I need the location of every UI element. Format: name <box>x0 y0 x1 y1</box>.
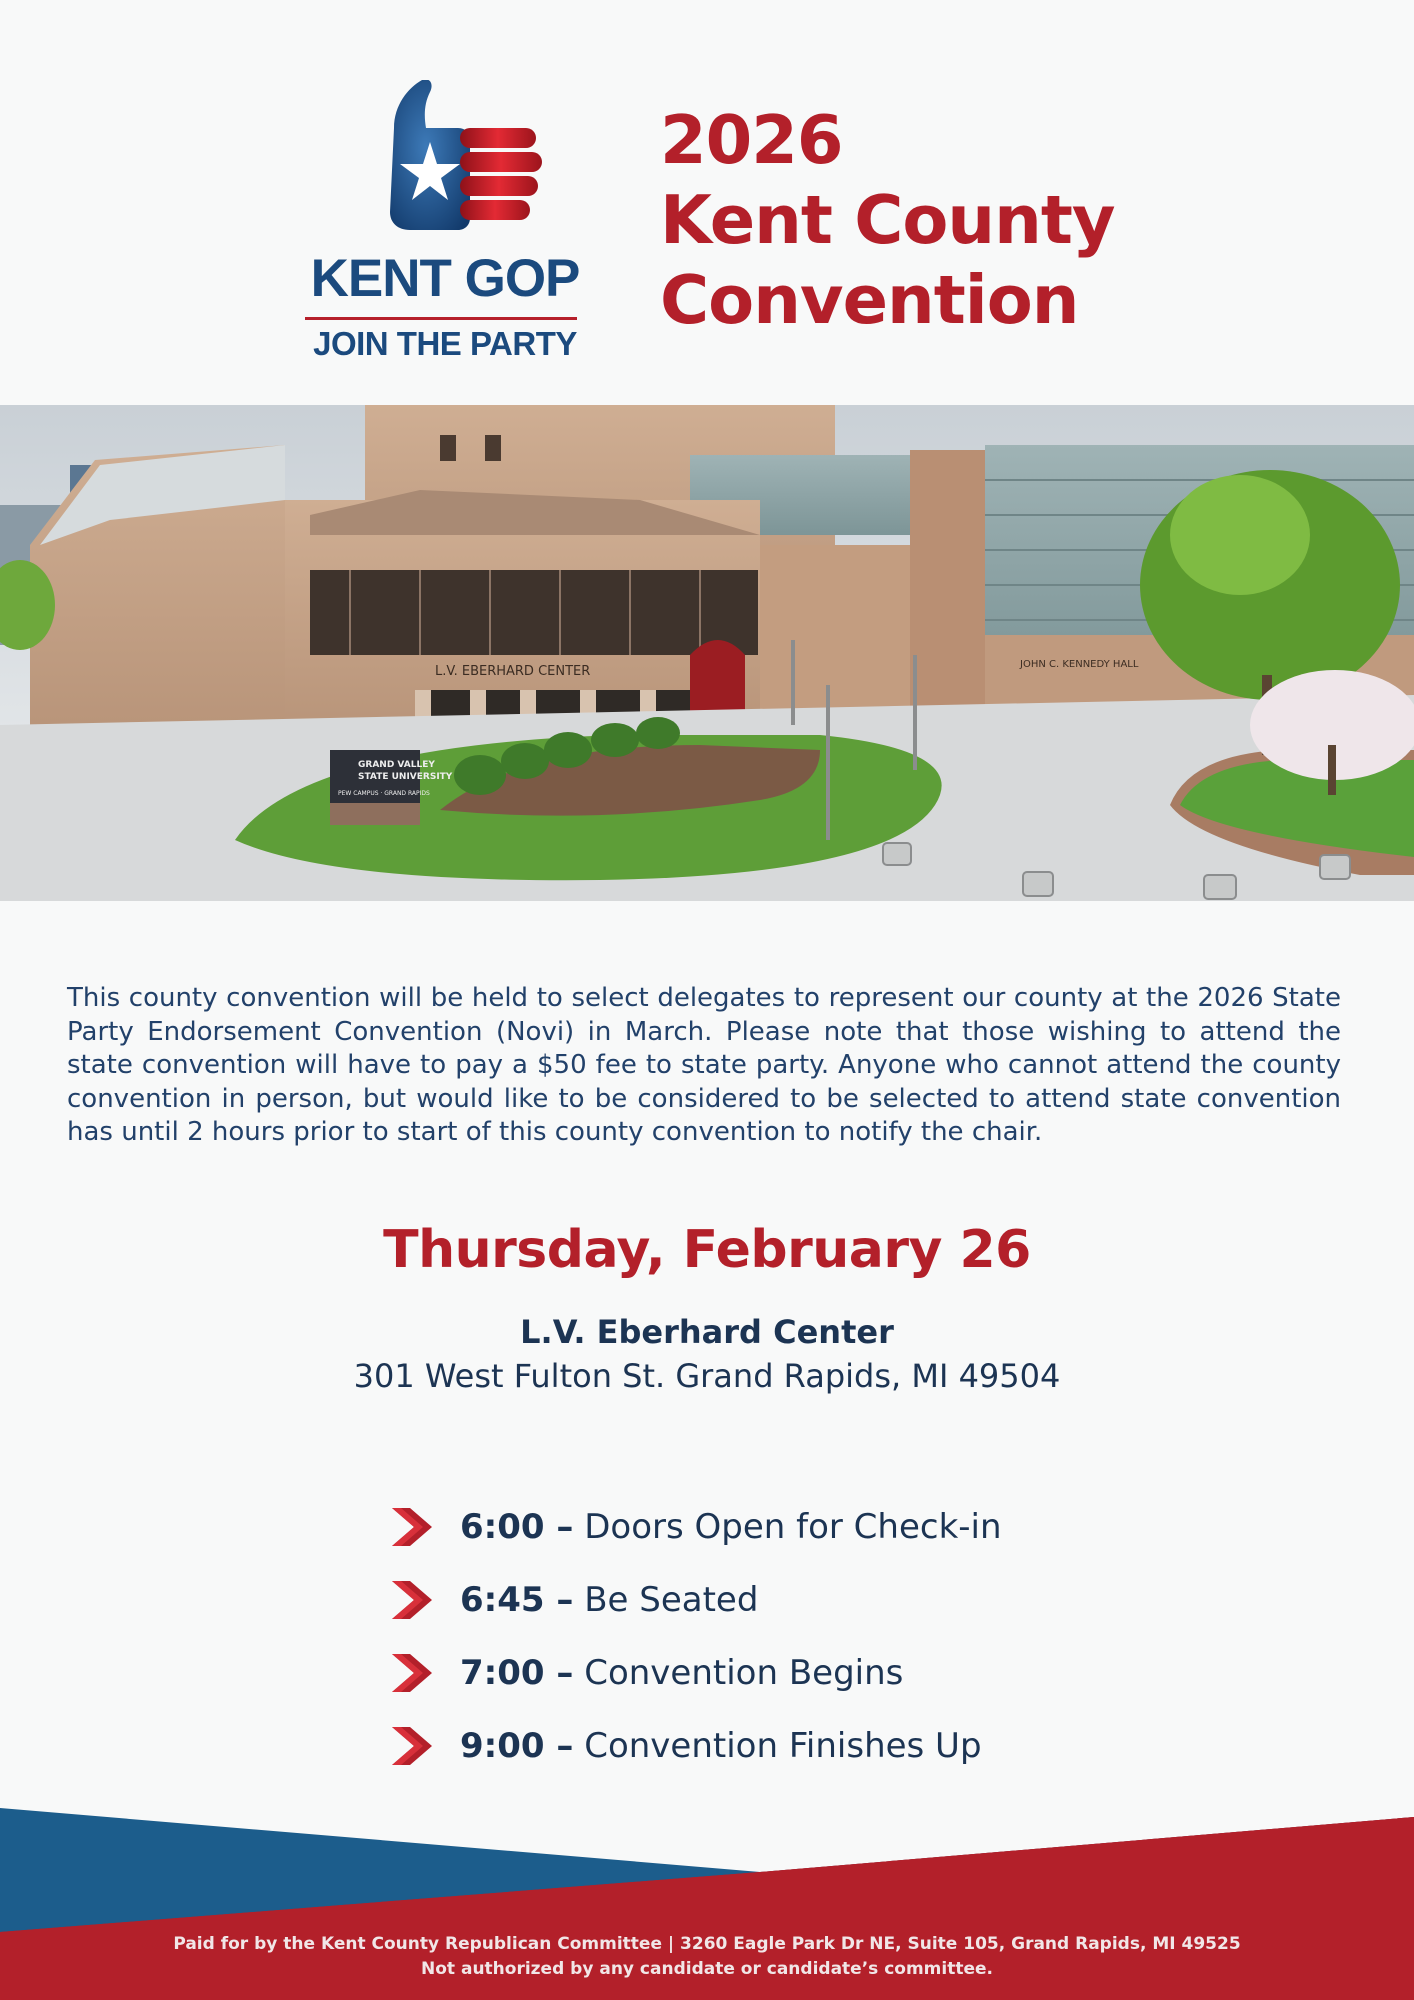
schedule-item <box>390 1709 1002 1782</box>
campus-sign-line1: GRAND VALLEY <box>358 760 435 770</box>
schedule-text <box>460 1507 1002 1547</box>
schedule-activity: Doors Open for Check-in <box>573 1506 1002 1547</box>
paid-for-disclaimer: Paid for by the Kent County Republican Committee | 3260 Eagle Park Dr NE, Suite 105, Grand Rapids, MI 49525 <box>173 1934 1241 1954</box>
chevron-bullet-icon <box>390 1506 434 1548</box>
title-convention: Convention <box>660 261 1079 339</box>
campus-sign-line3: PEW CAMPUS · GRAND RAPIDS <box>338 790 430 797</box>
kennedy-hall-sign: JOHN C. KENNEDY HALL <box>1020 659 1139 670</box>
page-title <box>660 100 1115 340</box>
chevron-bullet-icon <box>390 1652 434 1694</box>
title-county: Kent County <box>660 181 1115 259</box>
schedule-activity: Convention Finishes Up <box>573 1725 982 1766</box>
chevron-bullet-icon <box>390 1579 434 1621</box>
event-date: Thursday, February 26 <box>383 1220 1031 1280</box>
logo-divider <box>305 317 577 320</box>
eberhard-center-sign: L.V. EBERHARD CENTER <box>435 664 591 679</box>
schedule-time: 9:00 – <box>460 1725 574 1766</box>
schedule-text <box>460 1653 903 1693</box>
convention-description: This county convention will be held to select delegates to represent our county at the 2026 State Party Endorsement Convention (Novi) in March. Please note that those wishing to attend the state convention will have to pay a $50 fee to state party. Anyone who cannot attend the county convention in person, but would like to be considered to be selected to attend state convention has until 2 hours prior to start of this county convention to notify the chair. <box>67 983 1341 1148</box>
schedule-item <box>390 1490 1002 1563</box>
schedule-text <box>460 1580 758 1620</box>
schedule-time: 6:45 – <box>460 1579 574 1620</box>
schedule-time: 7:00 – <box>460 1652 574 1693</box>
logo-tagline: JOIN THE PARTY <box>313 325 577 362</box>
venue-name: L.V. Eberhard Center <box>520 1313 894 1351</box>
thumbs-up-flag-icon <box>350 80 550 235</box>
schedule-time: 6:00 – <box>460 1506 574 1547</box>
venue-address: 301 West Fulton St. Grand Rapids, MI 49504 <box>353 1357 1061 1395</box>
schedule-list <box>390 1490 1002 1782</box>
schedule-item <box>390 1563 1002 1636</box>
authorization-disclaimer: Not authorized by any candidate or candidate’s committee. <box>421 1959 993 1979</box>
schedule-text <box>460 1726 982 1766</box>
page-header <box>0 0 1414 405</box>
kent-gop-logo <box>300 80 590 370</box>
title-year: 2026 <box>660 101 843 179</box>
schedule-item <box>390 1636 1002 1709</box>
venue-photo <box>0 405 1414 901</box>
campus-sign-line2: STATE UNIVERSITY <box>358 772 453 782</box>
logo-name: KENT GOP <box>310 249 580 308</box>
schedule-activity: Convention Begins <box>573 1652 904 1693</box>
chevron-bullet-icon <box>390 1725 434 1767</box>
schedule-activity: Be Seated <box>573 1579 759 1620</box>
